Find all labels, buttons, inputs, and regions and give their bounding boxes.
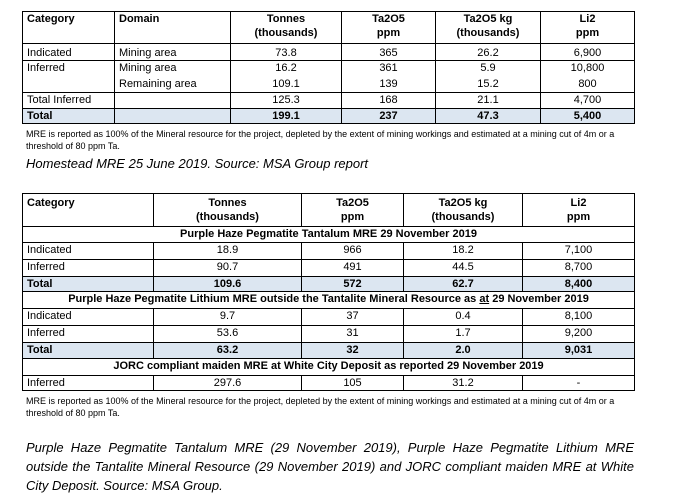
cell-tonnes: 297.6 xyxy=(154,376,302,391)
cell-li: 8,700 xyxy=(523,260,635,277)
cell-domain: Mining area xyxy=(115,61,231,77)
table-row xyxy=(23,77,635,93)
cell-category xyxy=(23,77,115,93)
homestead-mre-table xyxy=(22,11,635,124)
table-total-row xyxy=(23,109,635,124)
table-total-row xyxy=(23,343,635,359)
cell-domain xyxy=(115,109,231,124)
table-row xyxy=(23,309,635,326)
cell-tonnes: 109.6 xyxy=(154,277,302,292)
cell-ppm: 361 xyxy=(342,61,436,77)
cell-kg: 26.2 xyxy=(436,44,541,61)
cell-domain: Remaining area xyxy=(115,77,231,93)
cell-category: Inferred xyxy=(23,61,115,77)
cell-li: 4,700 xyxy=(541,93,635,109)
header-tonnes: Tonnes (thousands) xyxy=(154,194,302,227)
cell-kg: 47.3 xyxy=(436,109,541,124)
cell-kg: 0.4 xyxy=(404,309,523,326)
cell-ppm: 32 xyxy=(302,343,404,359)
table2-note: MRE is reported as 100% of the Mineral resource for the project, depleted by the extent of mining workings and estimated at a mining cut of 4m or a threshold of 80 ppm Ta. xyxy=(26,396,615,418)
cell-category: Indicated xyxy=(23,309,154,326)
cell-category: Inferred xyxy=(23,376,154,391)
header-category: Category xyxy=(23,194,154,227)
section-title: Purple Haze Pegmatite Tantalum MRE 29 November 2019 xyxy=(23,227,635,243)
cell-tonnes: 63.2 xyxy=(154,343,302,359)
cell-category: Inferred xyxy=(23,326,154,343)
cell-li: 7,100 xyxy=(523,243,635,260)
cell-li: 10,800 xyxy=(541,61,635,77)
table1-note: MRE is reported as 100% of the Mineral resource for the project, depleted by the extent of mining workings and estimated at a mining cut of 4m or a threshold of 80 ppm Ta. xyxy=(26,129,615,151)
cell-category: Total xyxy=(23,343,154,359)
cell-tonnes: 125.3 xyxy=(231,93,342,109)
cell-kg: 62.7 xyxy=(404,277,523,292)
purple-haze-mre-table xyxy=(22,193,635,391)
cell-kg: 21.1 xyxy=(436,93,541,109)
cell-kg: 18.2 xyxy=(404,243,523,260)
cell-tonnes: 53.6 xyxy=(154,326,302,343)
cell-li: 6,900 xyxy=(541,44,635,61)
section-title-underlined-word: at xyxy=(479,293,490,305)
table-row xyxy=(23,326,635,343)
cell-category: Total Inferred xyxy=(23,93,115,109)
table-row xyxy=(23,93,635,109)
cell-kg: 2.0 xyxy=(404,343,523,359)
header-domain: Domain xyxy=(115,12,231,44)
cell-tonnes: 73.8 xyxy=(231,44,342,61)
table-total-row xyxy=(23,277,635,292)
cell-ppm: 491 xyxy=(302,260,404,277)
header-ta2o5-kg: Ta2O5 kg (thousands) xyxy=(404,194,523,227)
cell-ppm: 365 xyxy=(342,44,436,61)
cell-li: 8,400 xyxy=(523,277,635,292)
cell-tonnes: 18.9 xyxy=(154,243,302,260)
cell-domain: Mining area xyxy=(115,44,231,61)
cell-li: 5,400 xyxy=(541,109,635,124)
cell-category: Indicated xyxy=(23,44,115,61)
cell-ppm: 37 xyxy=(302,309,404,326)
cell-ppm: 168 xyxy=(342,93,436,109)
cell-li: 9,031 xyxy=(523,343,635,359)
table-row xyxy=(23,44,635,61)
cell-kg: 31.2 xyxy=(404,376,523,391)
cell-li: 9,200 xyxy=(523,326,635,343)
header-tonnes: Tonnes (thousands) xyxy=(231,12,342,44)
cell-tonnes: 9.7 xyxy=(154,309,302,326)
header-li2-ppm: Li2 ppm xyxy=(541,12,635,44)
cell-category: Total xyxy=(23,277,154,292)
table2-caption: Purple Haze Pegmatite Tantalum MRE (29 November 2019), Purple Haze Pegmatite Lithium MRE outside the Tantalite Mineral Resource (29 November 2019) and JORC compliant maiden MRE at White City Deposit. Source: MSA Group. xyxy=(26,440,634,493)
cell-li: 8,100 xyxy=(523,309,635,326)
section-title-row xyxy=(23,359,635,376)
table-row xyxy=(23,61,635,77)
cell-kg: 5.9 xyxy=(436,61,541,77)
table-header-row xyxy=(23,194,635,227)
cell-category: Indicated xyxy=(23,243,154,260)
header-ta2o5-kg: Ta2O5 kg (thousands) xyxy=(436,12,541,44)
cell-category: Inferred xyxy=(23,260,154,277)
cell-category: Total xyxy=(23,109,115,124)
cell-ppm: 237 xyxy=(342,109,436,124)
table-header-row xyxy=(23,12,635,44)
cell-ppm: 572 xyxy=(302,277,404,292)
header-ta2o5-ppm: Ta2O5 ppm xyxy=(302,194,404,227)
header-li2-ppm: Li2 ppm xyxy=(523,194,635,227)
table-row xyxy=(23,260,635,277)
section-title: JORC compliant maiden MRE at White City Deposit as reported 29 November 2019 xyxy=(23,359,635,376)
cell-tonnes: 90.7 xyxy=(154,260,302,277)
cell-kg: 44.5 xyxy=(404,260,523,277)
cell-domain xyxy=(115,93,231,109)
cell-li: - xyxy=(523,376,635,391)
cell-kg: 1.7 xyxy=(404,326,523,343)
cell-tonnes: 199.1 xyxy=(231,109,342,124)
cell-tonnes: 109.1 xyxy=(231,77,342,93)
header-category: Category xyxy=(23,12,115,44)
cell-tonnes: 16.2 xyxy=(231,61,342,77)
cell-li: 800 xyxy=(541,77,635,93)
table-row xyxy=(23,376,635,391)
cell-ppm: 139 xyxy=(342,77,436,93)
section-title-row xyxy=(23,227,635,243)
section-title: Purple Haze Pegmatite Lithium MRE outside the Tantalite Mineral Resource as at 29 November 2019 xyxy=(23,292,635,309)
header-ta2o5-ppm: Ta2O5 ppm xyxy=(342,12,436,44)
cell-kg: 15.2 xyxy=(436,77,541,93)
cell-ppm: 966 xyxy=(302,243,404,260)
table1-caption: Homestead MRE 25 June 2019. Source: MSA Group report xyxy=(26,156,369,171)
section-title-row xyxy=(23,292,635,309)
table-row xyxy=(23,243,635,260)
cell-ppm: 105 xyxy=(302,376,404,391)
cell-ppm: 31 xyxy=(302,326,404,343)
